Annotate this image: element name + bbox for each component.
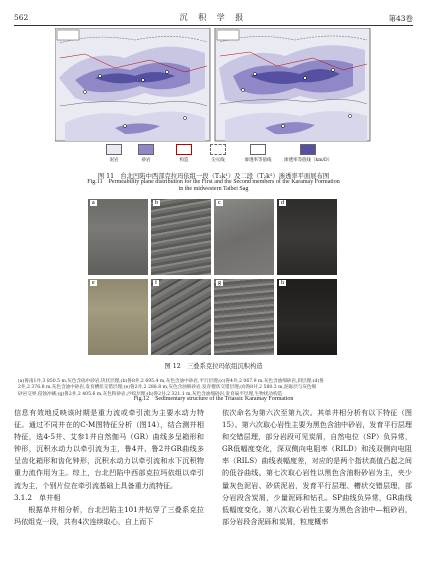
running-header (14, 10, 413, 24)
legend-item-pinchout: 尖灭线 (204, 144, 232, 163)
core-photo-g: g (214, 279, 274, 355)
legend-item-contour: 渗透率等值线 (238, 144, 278, 163)
contour-line-icon (250, 144, 266, 155)
body-paragraph: 根据单井相分析，台北凹陷主101井钻穿了三叠系克拉玛依组克一段，共有4次连续取心，自上而下 (14, 504, 204, 526)
legend-item-mudstone: 泥岩 (100, 144, 128, 163)
contour-scale-icon (300, 144, 316, 155)
fig12-caption-en: Fig.12 Sedimentary structure of the Triassic Karamay Formation (133, 396, 294, 402)
body-column-right (222, 407, 412, 528)
page-number: 562 (14, 13, 29, 22)
body-paragraph: 依次命名为第六次至第九次。其单井相分析有以下特征（图15）。第六次取心岩性主要为黑色含油中砂岩，发育平行层理和交错层理，部分岩段可见炭屑，自然电位（SP）负异常，GR低幅度变化，深双侧向电阻率（RILD）和浅双侧向电阻率（RILS）曲线表幅度差，对应的是两个指状高值凸起之间的低谷曲线。第七次取心岩性以黑色含油粉砂岩为主，夹少量灰色泥岩、砂质泥岩，发育平行层理、槽状交错层理，部分岩段含炭屑，少量泥砾和钻孔。SP曲线负异常，GR曲线低幅度变化。第八次取心岩性主要为黑色含油中—粗砂岩，部分岩段含泥砾和炭屑，粒度概率 (222, 408, 412, 526)
fig12-core-photos (88, 199, 338, 357)
body-paragraph: 信息有效地反映该时期是重力流或牵引流为主要水动力特征。通过不同井在的C-M图特征分析（图14），结合测井相特征，选4-5井、艾参1井自然伽马（GR）曲线多呈箱形和钟形，沉积水动力以牵引流为主，鲁4井、鲁2井GR曲线多呈齿化箱形和齿化钟形，沉积水动力以牵引流和水下沉积物重力流作用为主。综上，台北凹陷中西部克拉玛依组以牵引流为主，个别片位在牵引流基础上具备重力流特征。 (14, 408, 204, 490)
fig11-caption-en-1: Fig.11 Permeability plane distribution for the First and the Second members of the Karamay Formation (87, 179, 340, 185)
fault-line-icon (176, 144, 192, 155)
fig11-caption-cn: 图 11 台北凹陷中西部克拉玛依组一段（T₂k¹）及二段（T₂k²）渗透率平面展布图 (97, 173, 330, 180)
header-rule (14, 25, 413, 26)
core-photo-c: c (214, 199, 274, 275)
core-photo-d: d (277, 199, 337, 275)
fig11-map-right (215, 28, 370, 141)
fig12-caption-cn: 图 12 三叠系克拉玛依组沉积构造 (164, 363, 263, 370)
fig11-caption-en-2: in the midwestern Taibei Sag (178, 186, 249, 192)
sandstone-swatch-icon (138, 144, 154, 155)
journal-title: 沉 积 学 报 (179, 13, 248, 22)
section-heading: 3.1.2 单井相 (14, 492, 61, 502)
fig11-map-left (55, 28, 210, 141)
pinchout-line-icon (210, 144, 226, 155)
fig11-permeability-maps (55, 28, 373, 143)
legend-item-sandstone: 砂岩 (132, 144, 160, 163)
body-column-left (14, 407, 204, 528)
mudstone-swatch-icon (106, 144, 122, 155)
fig11-legend (100, 144, 333, 166)
core-photo-b: b (151, 199, 211, 275)
core-photo-f: f (151, 279, 211, 355)
core-photo-a: a (88, 199, 148, 275)
volume-label: 第43卷 (388, 14, 413, 23)
core-photo-e: e (88, 279, 148, 355)
core-photo-h: h (277, 279, 337, 355)
fig12-note: (a)鲁南1井,3 850.5 m,灰色含砾中砂岩,块状层理;(b)鲁8井,2 695.4 m,灰色含油中砂岩,平行层理;(c)鲁4井,2 067.9 m,灰色含油细砂岩,斜层理;(d)鲁 2井,2 376.8 m,灰色含油中砂岩,发育槽状交错层理;(e)鲁2井,2 288.8 m,灰色含油细砂岩,发育楔状交错层理;(f)鲁8井,2 580.3 m,泥砾层与灰色细 砂岩交界,侵蚀冲刷;(g)鲁2井,2 405.6 m,灰色粉砂岩,沙纹层理;(h)鲁2井,2 321.1 m,灰色含油细砂岩,发育扁平层理,生物扰动构造 (18, 379, 324, 397)
legend-item-structure: 构造 (170, 144, 198, 163)
legend-item-contour-km: 渗透率等值线（km/D） (284, 144, 332, 163)
